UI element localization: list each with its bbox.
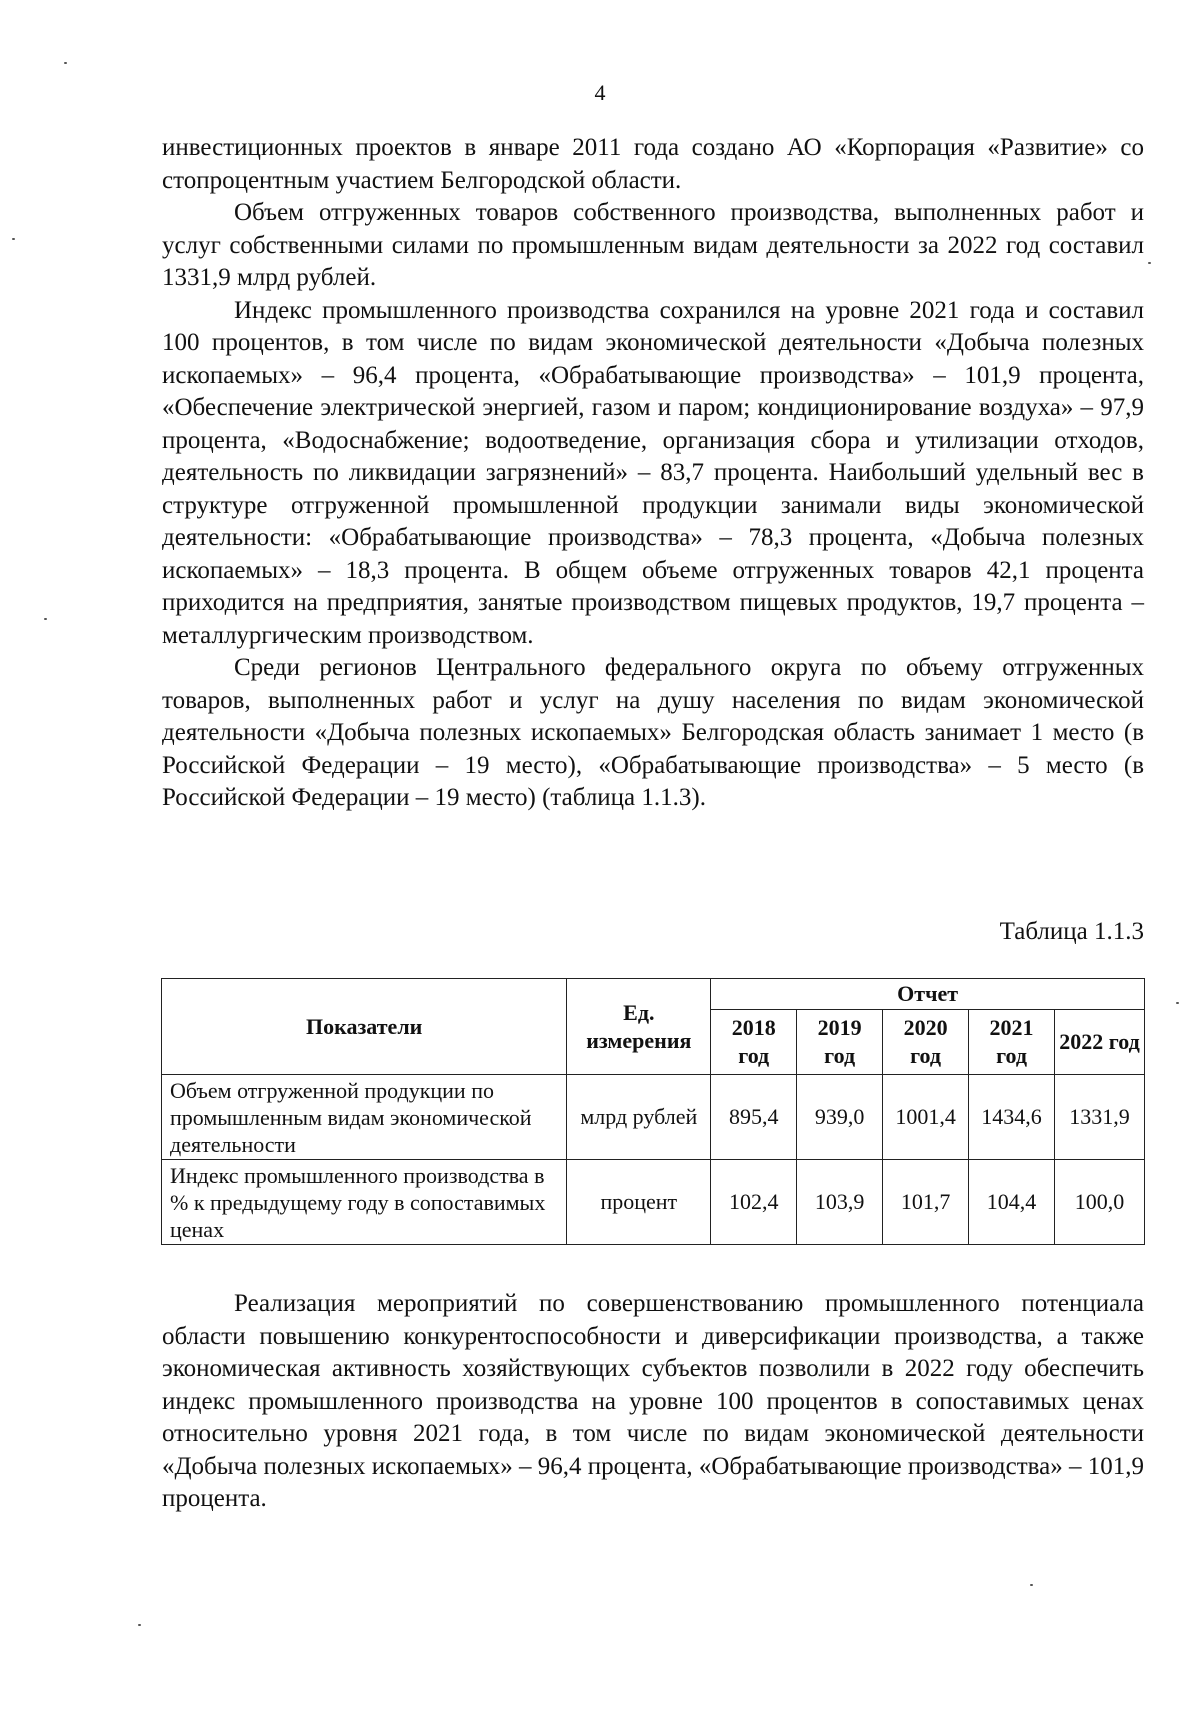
body-text-bottom [162, 1288, 1144, 1516]
scan-speck [1176, 1002, 1179, 1004]
header-year: 2019 год [797, 1010, 883, 1075]
row-value: 102,4 [711, 1160, 797, 1245]
row-value: 101,7 [883, 1160, 969, 1245]
header-year: 2022 год [1055, 1010, 1145, 1075]
table-header-row [162, 979, 1145, 1010]
paragraph: Объем отгруженных товаров собственного производства, выполненных работ и услуг собственными силами по промышленным видам деятельности за 2022 год составил 1331,9 млрд рублей. [162, 199, 1144, 291]
row-unit: млрд рублей [567, 1075, 711, 1160]
row-value: 939,0 [797, 1075, 883, 1160]
scan-speck [1148, 262, 1151, 264]
table-row [162, 1075, 1145, 1160]
scan-speck [138, 1624, 141, 1626]
row-value: 1434,6 [969, 1075, 1055, 1160]
body-text-top [162, 132, 1144, 815]
scan-speck [1030, 1584, 1033, 1586]
table-row [162, 1160, 1145, 1245]
header-year: 2018 год [711, 1010, 797, 1075]
paragraph: Реализация мероприятий по совершенствованию промышленного потенциала области повышению конкурентоспособности и диверсификации производства, а также экономическая активность хозяйствующих субъектов позволили в 2022 году обеспечить индекс промышленного производства на уровне 100 процентов в сопоставимых ценах относительно уровня 2021 года, в том числе по видам экономической деятельности «Добыча полезных ископаемых» – 96,4 процента, «Обрабатывающие производства» – 101,9 процента. [162, 1290, 1144, 1512]
scan-speck [12, 238, 15, 240]
row-value: 103,9 [797, 1160, 883, 1245]
header-indicator: Показатели [162, 979, 567, 1075]
paragraph: инвестиционных проектов в январе 2011 года создано АО «Корпорация «Развитие» со стопроцентным участием Белгородской области. [162, 134, 1144, 194]
data-table [161, 978, 1145, 1245]
header-year: 2021 год [969, 1010, 1055, 1075]
header-report: Отчет [711, 979, 1145, 1010]
row-value: 895,4 [711, 1075, 797, 1160]
header-unit: Ед. измерения [567, 979, 711, 1075]
row-value: 1331,9 [1055, 1075, 1145, 1160]
row-value: 1001,4 [883, 1075, 969, 1160]
row-unit: процент [567, 1160, 711, 1245]
paragraph: Среди регионов Центрального федерального округа по объему отгруженных товаров, выполненных работ и услуг на душу населения по видам экономической деятельности «Добыча полезных ископаемых» Белгородская область занимает 1 место (в Российской Федерации – 19 место), «Обрабатывающие производства» – 5 место (в Российской Федерации – 19 место) (таблица 1.1.3). [162, 654, 1144, 811]
scan-speck [64, 62, 67, 64]
scan-speck [44, 618, 47, 620]
row-value: 104,4 [969, 1160, 1055, 1245]
row-indicator: Индекс промышленного производства в % к предыдущему году в сопоставимых ценах [162, 1160, 567, 1245]
table-caption: Таблица 1.1.3 [999, 918, 1144, 945]
paragraph: Индекс промышленного производства сохранился на уровне 2021 года и составил 100 процентов, в том числе по видам экономической деятельности «Добыча полезных ископаемых» – 96,4 процента, «Обрабатывающие производства» – 101,9 процента, «Обеспечение электрической энергией, газом и паром; кондиционирование воздуха» – 97,9 процента, «Водоснабжение; водоотведение, организация сбора и утилизации отходов, деятельность по ликвидации загрязнений» – 83,7 процента. Наибольший удельный вес в структуре отгруженной промышленной продукции занимали виды экономической деятельности: «Обрабатывающие производства» – 78,3 процента, «Добыча полезных ископаемых» – 18,3 процента. В общем объеме отгруженных товаров 42,1 процента приходится на предприятия, занятые производством пищевых продуктов, 19,7 процента – металлургическим производством. [162, 296, 1144, 649]
page-number: 4 [594, 80, 606, 105]
row-indicator: Объем отгруженной продукции по промышленным видам экономической деятельности [162, 1075, 567, 1160]
header-year: 2020 год [883, 1010, 969, 1075]
row-value: 100,0 [1055, 1160, 1145, 1245]
